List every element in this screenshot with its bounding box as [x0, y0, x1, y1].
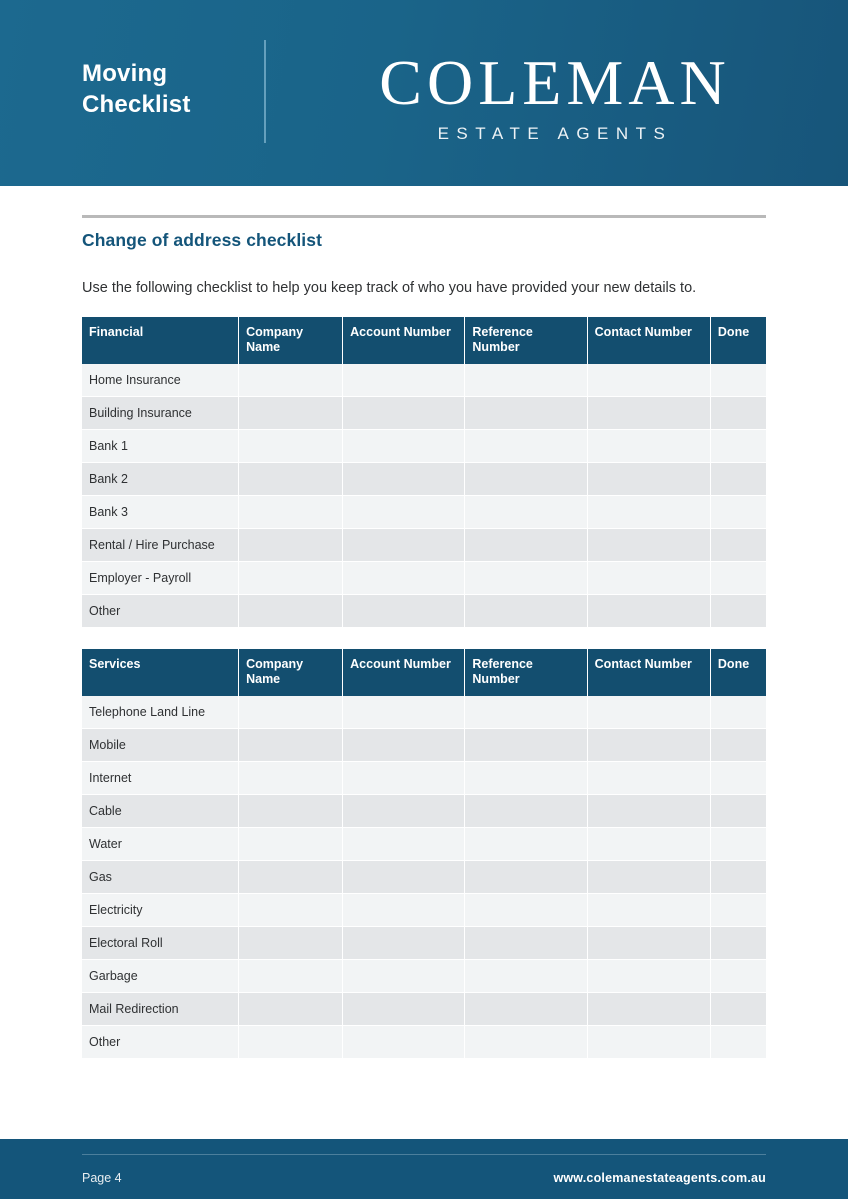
services-table-body	[82, 696, 766, 1059]
cell-contact-number[interactable]	[587, 463, 710, 496]
cell-reference-number[interactable]	[465, 463, 587, 496]
cell-contact-number[interactable]	[587, 397, 710, 430]
cell-reference-number[interactable]	[465, 960, 587, 993]
table-row	[82, 828, 766, 861]
col-header-contact-number: Contact Number	[587, 317, 710, 364]
cell-contact-number[interactable]	[587, 696, 710, 729]
cell-company-name[interactable]	[239, 595, 343, 628]
table-row	[82, 1026, 766, 1059]
financial-checklist-table	[82, 317, 766, 628]
col-header-contact-number: Contact Number	[587, 649, 710, 696]
footer-website-link[interactable]: www.colemanestateagents.com.au	[553, 1171, 766, 1185]
cell-done[interactable]	[710, 927, 766, 960]
table-row	[82, 430, 766, 463]
cell-done[interactable]	[710, 696, 766, 729]
services-table-head	[82, 649, 766, 696]
cell-reference-number[interactable]	[465, 430, 587, 463]
table-row	[82, 762, 766, 795]
row-label: Cable	[82, 795, 239, 828]
cell-account-number[interactable]	[343, 993, 465, 1026]
cell-company-name[interactable]	[239, 1026, 343, 1059]
cell-company-name[interactable]	[239, 828, 343, 861]
header-divider	[264, 40, 266, 143]
row-label: Water	[82, 828, 239, 861]
row-label: Mail Redirection	[82, 993, 239, 1026]
col-header-done: Done	[710, 649, 766, 696]
col-header-category: Financial	[82, 317, 239, 364]
table-header-row	[82, 317, 766, 364]
cell-contact-number[interactable]	[587, 927, 710, 960]
cell-reference-number[interactable]	[465, 795, 587, 828]
row-label: Bank 2	[82, 463, 239, 496]
cell-done[interactable]	[710, 960, 766, 993]
cell-done[interactable]	[710, 364, 766, 397]
cell-contact-number[interactable]	[587, 430, 710, 463]
table-row	[82, 960, 766, 993]
cell-account-number[interactable]	[343, 729, 465, 762]
cell-reference-number[interactable]	[465, 529, 587, 562]
page-header	[0, 0, 848, 186]
cell-company-name[interactable]	[239, 894, 343, 927]
row-label: Other	[82, 1026, 239, 1059]
footer-rule	[82, 1154, 766, 1155]
cell-reference-number[interactable]	[465, 1026, 587, 1059]
row-label: Bank 3	[82, 496, 239, 529]
row-label: Employer - Payroll	[82, 562, 239, 595]
cell-contact-number[interactable]	[587, 562, 710, 595]
row-label: Internet	[82, 762, 239, 795]
table-row	[82, 894, 766, 927]
cell-company-name[interactable]	[239, 795, 343, 828]
col-header-account-number: Account Number	[343, 649, 465, 696]
brand-name: COLEMAN	[379, 47, 731, 118]
cell-account-number[interactable]	[343, 1026, 465, 1059]
cell-reference-number[interactable]	[465, 562, 587, 595]
cell-reference-number[interactable]	[465, 595, 587, 628]
cell-company-name[interactable]	[239, 496, 343, 529]
cell-contact-number[interactable]	[587, 762, 710, 795]
document-title	[82, 58, 191, 120]
cell-done[interactable]	[710, 729, 766, 762]
row-label: Telephone Land Line	[82, 696, 239, 729]
cell-company-name[interactable]	[239, 562, 343, 595]
table-row	[82, 729, 766, 762]
cell-done[interactable]	[710, 993, 766, 1026]
cell-done[interactable]	[710, 762, 766, 795]
table-row	[82, 927, 766, 960]
cell-account-number[interactable]	[343, 430, 465, 463]
table-row	[82, 364, 766, 397]
cell-account-number[interactable]	[343, 696, 465, 729]
cell-done[interactable]	[710, 795, 766, 828]
cell-done[interactable]	[710, 562, 766, 595]
cell-contact-number[interactable]	[587, 496, 710, 529]
cell-done[interactable]	[710, 894, 766, 927]
cell-contact-number[interactable]	[587, 729, 710, 762]
cell-reference-number[interactable]	[465, 993, 587, 1026]
cell-reference-number[interactable]	[465, 894, 587, 927]
cell-account-number[interactable]	[343, 927, 465, 960]
row-label: Other	[82, 595, 239, 628]
brand-subtitle: ESTATE AGENTS	[437, 124, 673, 143]
cell-contact-number[interactable]	[587, 894, 710, 927]
cell-contact-number[interactable]	[587, 1026, 710, 1059]
financial-table-body	[82, 364, 766, 628]
table-row	[82, 562, 766, 595]
row-label: Home Insurance	[82, 364, 239, 397]
row-label: Mobile	[82, 729, 239, 762]
cell-done[interactable]	[710, 496, 766, 529]
cell-done[interactable]	[710, 397, 766, 430]
cell-company-name[interactable]	[239, 927, 343, 960]
document-title-line1: Moving	[82, 60, 168, 87]
cell-contact-number[interactable]	[587, 828, 710, 861]
col-header-reference-number: Reference Number	[465, 649, 587, 696]
cell-reference-number[interactable]	[465, 729, 587, 762]
page-number: Page 4	[82, 1171, 122, 1185]
table-row	[82, 861, 766, 894]
col-header-category: Services	[82, 649, 239, 696]
section-title: Change of address checklist	[82, 230, 323, 250]
cell-contact-number[interactable]	[587, 861, 710, 894]
cell-company-name[interactable]	[239, 960, 343, 993]
cell-account-number[interactable]	[343, 894, 465, 927]
services-checklist-table	[82, 649, 766, 1059]
cell-done[interactable]	[710, 828, 766, 861]
cell-done[interactable]	[710, 529, 766, 562]
section-top-rule	[82, 215, 766, 218]
row-label: Electricity	[82, 894, 239, 927]
financial-table-head	[82, 317, 766, 364]
cell-account-number[interactable]	[343, 595, 465, 628]
cell-account-number[interactable]	[343, 762, 465, 795]
cell-contact-number[interactable]	[587, 595, 710, 628]
page-footer	[0, 1139, 848, 1199]
cell-reference-number[interactable]	[465, 696, 587, 729]
cell-reference-number[interactable]	[465, 861, 587, 894]
cell-account-number[interactable]	[343, 496, 465, 529]
row-label: Bank 1	[82, 430, 239, 463]
cell-done[interactable]	[710, 430, 766, 463]
row-label: Garbage	[82, 960, 239, 993]
cell-account-number[interactable]	[343, 795, 465, 828]
cell-reference-number[interactable]	[465, 397, 587, 430]
cell-done[interactable]	[710, 595, 766, 628]
col-header-done: Done	[710, 317, 766, 364]
cell-company-name[interactable]	[239, 861, 343, 894]
cell-account-number[interactable]	[343, 397, 465, 430]
cell-contact-number[interactable]	[587, 795, 710, 828]
cell-done[interactable]	[710, 1026, 766, 1059]
cell-company-name[interactable]	[239, 993, 343, 1026]
cell-account-number[interactable]	[343, 364, 465, 397]
cell-reference-number[interactable]	[465, 496, 587, 529]
cell-company-name[interactable]	[239, 696, 343, 729]
cell-reference-number[interactable]	[465, 364, 587, 397]
cell-company-name[interactable]	[239, 430, 343, 463]
cell-account-number[interactable]	[343, 529, 465, 562]
cell-contact-number[interactable]	[587, 529, 710, 562]
cell-company-name[interactable]	[239, 364, 343, 397]
col-header-reference-number: Reference Number	[465, 317, 587, 364]
table-row	[82, 397, 766, 430]
cell-account-number[interactable]	[343, 562, 465, 595]
cell-contact-number[interactable]	[587, 364, 710, 397]
row-label: Building Insurance	[82, 397, 239, 430]
cell-company-name[interactable]	[239, 762, 343, 795]
col-header-company-name: Company Name	[239, 317, 343, 364]
table-row	[82, 696, 766, 729]
cell-account-number[interactable]	[343, 828, 465, 861]
table-row	[82, 993, 766, 1026]
col-header-company-name: Company Name	[239, 649, 343, 696]
intro-paragraph: Use the following checklist to help you keep track of who you have provided your new details to.	[82, 279, 697, 296]
brand-logo	[340, 48, 770, 144]
cell-company-name[interactable]	[239, 463, 343, 496]
cell-done[interactable]	[710, 861, 766, 894]
document-title-line2: Checklist	[82, 91, 191, 118]
row-label: Rental / Hire Purchase	[82, 529, 239, 562]
cell-done[interactable]	[710, 463, 766, 496]
cell-company-name[interactable]	[239, 529, 343, 562]
row-label: Gas	[82, 861, 239, 894]
cell-account-number[interactable]	[343, 861, 465, 894]
cell-account-number[interactable]	[343, 960, 465, 993]
cell-contact-number[interactable]	[587, 993, 710, 1026]
cell-account-number[interactable]	[343, 463, 465, 496]
page-body	[0, 186, 848, 1139]
cell-reference-number[interactable]	[465, 762, 587, 795]
cell-company-name[interactable]	[239, 397, 343, 430]
cell-reference-number[interactable]	[465, 828, 587, 861]
table-row	[82, 463, 766, 496]
cell-reference-number[interactable]	[465, 927, 587, 960]
table-row	[82, 529, 766, 562]
table-row	[82, 496, 766, 529]
cell-company-name[interactable]	[239, 729, 343, 762]
table-row	[82, 595, 766, 628]
table-row	[82, 795, 766, 828]
col-header-account-number: Account Number	[343, 317, 465, 364]
cell-contact-number[interactable]	[587, 960, 710, 993]
row-label: Electoral Roll	[82, 927, 239, 960]
table-header-row	[82, 649, 766, 696]
